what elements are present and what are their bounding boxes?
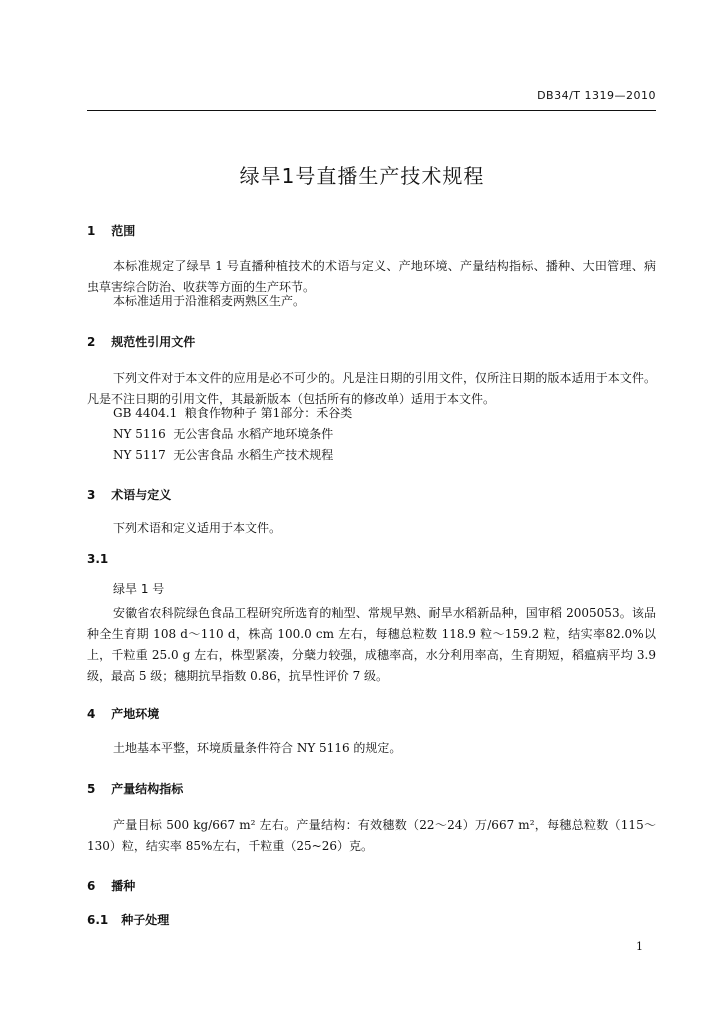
section-3-paragraph-1: 下列术语和定义适用于本文件。 bbox=[113, 521, 282, 535]
section-6-heading bbox=[87, 877, 135, 894]
reference-item: NY 5117 无公害食品 水稻生产技术规程 bbox=[113, 448, 334, 462]
standard-code: DB34/T 1319—2010 bbox=[537, 89, 656, 102]
section-number: 4 bbox=[87, 707, 96, 721]
section-number: 5 bbox=[87, 782, 96, 796]
section-5-heading bbox=[87, 780, 183, 797]
section-4-heading bbox=[87, 705, 159, 722]
subsection-6-1-heading bbox=[87, 911, 169, 928]
reference-item: NY 5116 无公害食品 水稻产地环境条件 bbox=[113, 427, 334, 441]
section-number: 1 bbox=[87, 224, 96, 238]
section-title: 规范性引用文件 bbox=[111, 335, 196, 349]
term-definition: 安徽省农科院绿色食品工程研究所选育的籼型、常规早熟、耐旱水稻新品种，国审稻 2005053。该品种全生育期 108 d～110 d，株高 100.0 cm 左右，每穗总粒数 118.9 粒～159.2 粒，结实率82.0%以上，千粒重 25.0 g 左右，株型紧凑，分蘖力较强，成穗率高，水分利用率高，生育期短，稻瘟病平均 3.9 级，最高 5 级；穗期抗旱指数 0.86，抗旱性评价 7 级。 bbox=[87, 606, 656, 683]
section-title: 播种 bbox=[111, 879, 136, 893]
section-1-heading bbox=[87, 222, 135, 239]
section-title: 范围 bbox=[111, 224, 136, 238]
section-title: 产量结构指标 bbox=[111, 782, 184, 796]
section-1-paragraph-1: 本标准规定了绿旱 1 号直播种植技术的术语与定义、产地环境、产量结构指标、播种、大田管理、病虫草害综合防治、收获等方面的生产环节。 bbox=[87, 259, 656, 294]
section-title: 种子处理 bbox=[121, 913, 170, 927]
section-2-paragraph-1: 下列文件对于本文件的应用是必不可少的。凡是注日期的引用文件，仅所注日期的版本适用于本文件。凡是不注日期的引用文件，其最新版本（包括所有的修改单）适用于本文件。 bbox=[87, 371, 656, 406]
section-number: 2 bbox=[87, 335, 96, 349]
section-3-heading bbox=[87, 486, 171, 503]
page-number: 1 bbox=[636, 940, 643, 953]
subsection-3-1-number: 3.1 bbox=[87, 552, 109, 566]
section-1-paragraph-2: 本标准适用于沿淮稻麦两熟区生产。 bbox=[113, 294, 306, 308]
header-rule bbox=[87, 110, 656, 111]
section-title: 术语与定义 bbox=[111, 488, 172, 502]
term-name: 绿旱 1 号 bbox=[113, 582, 165, 596]
section-4-paragraph-1: 土地基本平整，环境质量条件符合 NY 5116 的规定。 bbox=[113, 741, 402, 755]
section-number: 3 bbox=[87, 488, 96, 502]
reference-item: GB 4404.1 粮食作物种子 第1部分：禾谷类 bbox=[113, 406, 353, 420]
section-2-heading bbox=[87, 333, 195, 350]
section-number: 6 bbox=[87, 879, 96, 893]
section-number: 6.1 bbox=[87, 913, 109, 927]
section-5-paragraph-1: 产量目标 500 kg/667 m² 左右。产量结构：有效穗数（22～24）万/667 m²，每穗总粒数（115～130）粒，结实率 85%左右，千粒重（25~26）克。 bbox=[87, 818, 656, 853]
section-title: 产地环境 bbox=[111, 707, 160, 721]
document-title: 绿旱1号直播生产技术规程 bbox=[239, 164, 485, 188]
